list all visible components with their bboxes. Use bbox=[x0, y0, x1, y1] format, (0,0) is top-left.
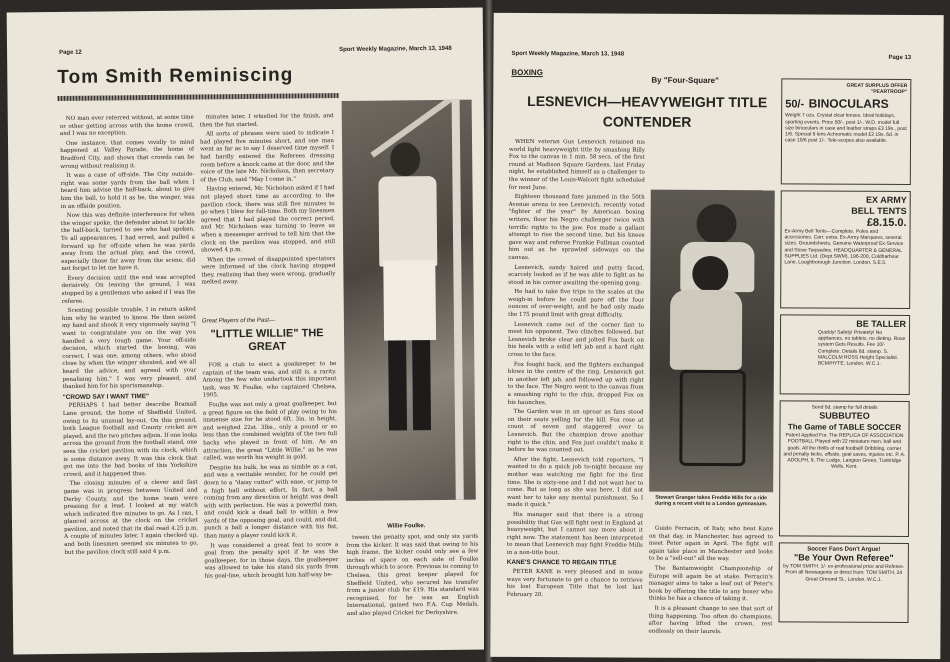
article-title: Tom Smith Reminiscing bbox=[57, 64, 294, 88]
granger-head bbox=[696, 204, 736, 244]
left-column-2-top bbox=[200, 113, 336, 312]
bell-tents-ad bbox=[780, 190, 911, 309]
paragraph: Lesnevich, sandy haired and putty faced, scarcely looked as if he was able to fight as he stood in his corner awaiting the opening gong. bbox=[508, 264, 645, 287]
paragraph: He had to take five trips to the scales at the weigh-in before he could pare off the four ounces of over-weight, and he had only made the 175 pound limit with great difficulty. bbox=[508, 289, 645, 319]
section-title: "LITTLE WILLIE" THE GREAT bbox=[210, 327, 324, 353]
great-players-head bbox=[202, 317, 332, 354]
player-head bbox=[390, 142, 420, 176]
subbuteo-ad bbox=[779, 400, 910, 537]
right-page-number: Page 13 bbox=[888, 54, 912, 62]
mills-head bbox=[692, 256, 728, 292]
title-rule bbox=[58, 93, 340, 101]
left-page-number: Page 12 bbox=[59, 49, 82, 56]
boxing-photo-caption: Stewart Granger takes Freddie Mills for a ride during a recent visit to a London gymnasium. bbox=[655, 494, 768, 508]
ad-kicker: Send 6d. stamp for full details bbox=[811, 404, 878, 411]
ad-kicker: GREAT SURPLUS OFFER bbox=[846, 82, 908, 89]
player-stocking bbox=[412, 340, 431, 430]
subheading: "CROWD SAY I WANT TIME" bbox=[62, 392, 150, 401]
right-column-2 bbox=[648, 526, 773, 651]
left-column-2-bottom bbox=[202, 361, 339, 652]
paragraph: Fox fought back, and the fighters exchanged blows in the centre of the ring. Lesnevich got in another left jab, and followed up with right to the face. The Negro went to the canvas from a smashing right to the chin, dropped Fox on his haunches. bbox=[507, 361, 644, 406]
left-page bbox=[7, 8, 490, 655]
paragraph: After the fight, Lesnevich told reporters, "I wanted to do a quick job to-night because my mother was watching me fight for the first time. She is sixty-one and I did not want her to come. But as long as she was here, I did not want her to take any mental punishment. So I made it quick." bbox=[507, 456, 644, 509]
paragraph: minutes later, I whistled for the finish, and then the fun started. bbox=[199, 113, 334, 129]
paragraph: NO man ever referred without, at some time or other getting across with the home crowd, and I was no exception. bbox=[59, 114, 194, 138]
boxing-title: LESNEVICH—HEAVYWEIGHT TITLE CONTENDER bbox=[527, 93, 768, 130]
left-masthead: Sport Weekly Magazine, March 13, 1948 bbox=[339, 45, 452, 54]
subheading: KANE'S CHANCE TO REGAIN TITLE bbox=[506, 559, 617, 567]
ad-headline: BE TALLER bbox=[856, 318, 907, 329]
left-column-3 bbox=[346, 534, 479, 647]
ad-brand: "PEARTROOP" bbox=[870, 89, 908, 96]
ad-body: Patent Applied For. The REPLICA OF ASSOCIATION FOOTBALL Played with 22 miniature men, ball and goals. All the thrills of real football! Dribbling, corner and penalty kicks, offside, goal saves, injuries etc. P. A. ADOLPH, 9, The Lodge, Langton Green, Tunbridge Wells, Kent. bbox=[783, 432, 906, 470]
advertisements bbox=[778, 78, 911, 629]
paragraph: Every decision until the end was accepted derisively. On leaving the ground, I was stopped by a gentleman who asked if I was the referee. bbox=[61, 274, 196, 305]
ad-body: by TOM SMITH. 1/- ex-professional price and Referee. From all Newsagents or direct from: TOM SMITH, 24 Great Ormond St., London, W.C.1. bbox=[783, 563, 905, 583]
ad-subhead: BELL TENTS bbox=[851, 205, 907, 216]
right-page bbox=[490, 13, 943, 659]
paragraph: It was a case of off-side. The City outside-right was some yards from the ball when I heard him advise the half-back, about to give him the ball, to hold it as he, the winger, was in an offside position. bbox=[60, 171, 195, 210]
paragraph: PERHAPS I had better describe Bramall Lane ground, the home of Sheffield United, owing to its unusual lay-out. On this ground, both League football and County cricket are played, and the two pitches adjoin. If one looks across the ground from the football stand, one sees the cricket pavilion with its clock, which is some distance away. It was this clock that got me into the bad books of this Yorkshire crowd, and it happened thus. bbox=[62, 401, 198, 478]
ad-headline: SUBBUTEO bbox=[819, 410, 870, 422]
section-kicker: Great Players of the Past— bbox=[201, 317, 275, 325]
paragraph: The Bantamweight Championship of Europe will again be at stake. Ferracin's manager aims to take a leaf out of Peter's book by offering the title to any boxer who thinks he has a chance of taking it. bbox=[648, 565, 773, 603]
ad-headline: "Be Your Own Referee" bbox=[793, 552, 894, 564]
paragraph: It was considered a great feat to score a goal from the penalty spot if he was the goalkeeper, for in those days, the goalkeeper was allowed to take his stand six yards from his goal-line, which brought him half-way be- bbox=[204, 541, 339, 580]
photo-caption: Willie Foulke. bbox=[387, 523, 426, 530]
paragraph: One instance, that comes vividly to mind happened at Valley Parade, the home of Bradford City, and shows that crowds can be wrong without realising it. bbox=[60, 139, 195, 170]
paragraph: tween the penalty spot, and only six yards from the kicker. It was said that owing to his high frame, the kicker could only see a few inches of space on each side of Foulke through which to score. Previous to coming to Chelsea, this great keeper played for Sheffield United, who secured his transfer from a junior club for £19. His standard was recognised, for he was an English International, gained two F.A. Cup Medals, and also played Cricket for Derbyshire. bbox=[346, 533, 479, 617]
ad-headline: BINOCULARS bbox=[808, 96, 889, 112]
paragraph: PETER KANE is very pleased and in some ways very fortunate to get a chance to retrieve his lost European Title that he lost last February 20. bbox=[506, 568, 643, 598]
paragraph: Now this was definite interference for when the winger spoke, the defender about to tackle the half-back, turned to see who had spoken. To all appearances, I had erred, and pulled a forward up for off-side when he was yards away from the actual play, and the crowd, especially those far away from the scene, did not forget to let me have it. bbox=[60, 211, 196, 273]
exercise-bike bbox=[679, 370, 746, 466]
paragraph: Eighteen thousand fans jammed in the 50th Avenue arena to see Lesnevich, recently voted "fighter of the year" by American boxing writers, floor his Negro challenger twice with terrific rights to the jaw. Fox made a gallant attempt to rise the second time, but his knees gave way and referee Frankie Fullman counted him out as he sprawled sideways on the canvas. bbox=[508, 194, 645, 261]
paragraph: All sorts of phrases were used to indicate I had played five minutes short, and one man went as far as to say I deserved time myself. I had hardly entered the Referees dressing room before a knock came at the door, and the voice of the late Mr. Nicholson, then secretary of the Club, said "May I come in." bbox=[199, 130, 335, 184]
paragraph: Scenting possible trouble, I in return asked him why he wanted to know. He then seized my hand and shook it very vigorously saying "I want to congratulate you on the way you handled a very tough game. Your off-side decision, which started the booing, was correct. I was one, among others, who stood close by when the winger shouted, and we all heard the advice, and agreed with your penalising him." I was very pleased, and thanked him for his sportsmanship. bbox=[61, 306, 197, 391]
right-column-1 bbox=[506, 139, 645, 650]
paragraph: When the crowd of disappointed spectators were informed of the clock having stopped they, realising that they were wrong, gradually melted away. bbox=[201, 255, 336, 286]
paragraph: The closing minutes of a clever and fast game was in progress between United and Derby County, and the home team were pressing for a lead. I looked at my watch which indicated five minutes to go. As I ran, I glanced across at the clock on the cricket pavilion, and noted that its dial read 4.25 p.m. A couple of minutes later, I again checked up, and both linesmen seemed six minutes to go, but the pavilion clock still said 4 p.m. bbox=[63, 479, 199, 556]
paragraph: His manager said that there is a strong possibility that Gus will fight next in England at heavyweight, but I cannot say more about it right now. The statement has been interpreted to mean that Lesnevich may fight Freddie Mills in a non-title bout. bbox=[506, 511, 644, 557]
player-stocking bbox=[388, 340, 407, 430]
ad-headline: EX ARMY bbox=[866, 194, 907, 205]
willie-foulke-photo bbox=[342, 100, 476, 501]
paragraph: FOR a club to elect a goalkeeper to be captain of the team was, and still is, a rarity. Among the few who undertook this important task, was W. Foulke, who captained Chelsea, 1905. bbox=[202, 361, 337, 399]
player-shorts bbox=[383, 260, 436, 341]
paragraph: Lesnevich came out of the corner fast to meet his opponent. Two clinches followed, but Lesnevich broke clear and jolted Fox back on his heels with a solid left jab and a hard right cross to the face. bbox=[507, 321, 645, 359]
binoculars-ad bbox=[781, 78, 912, 185]
ad-price: 50/- bbox=[785, 98, 805, 111]
left-column-1 bbox=[60, 115, 200, 655]
paragraph: Despite his bulk, he was as nimble as a cat, and was a veritable wonder, for he could get down to a "daisy cutter" with ease, or jump to a high ball without effort. In fact, a ball coming from any direction or height was dealt with with perfection. He was a powerful man, and could kick a dead ball to within a few yards of the opposing goal, and could, and did, punch a ball a longer distance with his fist, than many a player could kick it. bbox=[203, 463, 339, 540]
paragraph: The Garden was in an uproar as fans stood on their seats yelling for the kill. Fox rose at count of seven and staggered over to Lesnevich. But the champion drove another right to the chin, and Fox just couldn't make it before he was counted out. bbox=[507, 409, 644, 454]
byline: By "Four-Square" bbox=[651, 75, 719, 86]
ad-price: £8.15.0. bbox=[866, 216, 907, 229]
paragraph: It is a pleasant change to see that sort of thing happening. Too often do champions, after having lifted the crown, rest endlessly on their laurels. bbox=[648, 605, 773, 635]
paragraph: Foulke was not only a great goalkeeper, but a great figure on the field of play owing to his immense size for he stood 6ft. 3in. in height, and weighed 22st. 3lbs., only a pound or so less than the combined weights of the two full backs who played in front of him. As an attraction, the great "Little Willie," as he was called, was worth his weight in gold. bbox=[202, 401, 338, 462]
paragraph: Having entered, Mr. Nicholson asked if I had not played short time as according to the pavilion clock, there was still five minutes to go when I blew for full-time. Both my linesmen agreed that I had played the correct period, and Mr. Nicholson was turning to leave us when a messenger arrived to tell him that the clock on the pavilion was stopped, and still showed 4 p.m. bbox=[200, 185, 336, 254]
ad-body: Ex-Army Bell Tents—Complete. Poles and accessories. Carr. extra. Ex-Army Marquees, several sizes. Groundsheets, Genuine Waterproof Ex-Service and Stove Tarpaulins. HEADQUARTER & GENERAL SUPPLIES Ltd. (Dept.SWM), 196-200, Coldharbour Lane, Loughborough Junction, London, S.E.5. bbox=[784, 228, 904, 266]
boxing-photo bbox=[649, 190, 775, 493]
ad-body: Quickly! Safely! Privately! No appliances, no tablets, no dieting. Rose system Gets Results. Fee 10/- Complete. Details 6d. stamp. S. MALCOLM ROSS Height Specialist. BCM/HYTE, London, W.C.1. bbox=[817, 329, 906, 367]
player-jersey bbox=[378, 176, 437, 267]
be-taller-ad bbox=[780, 314, 910, 395]
paragraph: WHEN veteran Gus Lesnevich retained his world light heavyweight title by smashing Billy Fox to the canvas in 1 min. 58 secs. of the first round at Madison Square Gardens, last Friday night, he established himself as a challenger to the winner of the Louis-Walcott fight scheduled for next June. bbox=[508, 138, 646, 191]
right-masthead: Sport Weekly Magazine, March 13, 1948 bbox=[511, 50, 625, 58]
section-label: BOXING bbox=[511, 67, 543, 78]
ad-subhead: The Game of TABLE SOCCER bbox=[787, 422, 902, 433]
ad-kicker: Soccer Fans Don't Argue! bbox=[807, 546, 881, 553]
referee-book-ad bbox=[779, 542, 909, 623]
paragraph: Guido Ferracin, of Italy, who beat Kane on that day, in Manchester, has agreed to meet Peter again in April. The fight will again take place in Manchester and looks to be a "sell-out" all the way. bbox=[648, 525, 774, 563]
goal-post bbox=[452, 100, 464, 500]
ad-body: Weight 7 ozs. Crystal clear lenses. Ideal holidays, sporting events. Price 50/-, post 1/-. W.D. model full size binoculars in case and leather straps £3 19s., post 1/6. Special 6 lens Achromatic model £2 19s. 6d. in case 10/6 post 1/-. Tele-scopes also available. bbox=[785, 112, 907, 145]
mills-body bbox=[670, 290, 742, 370]
